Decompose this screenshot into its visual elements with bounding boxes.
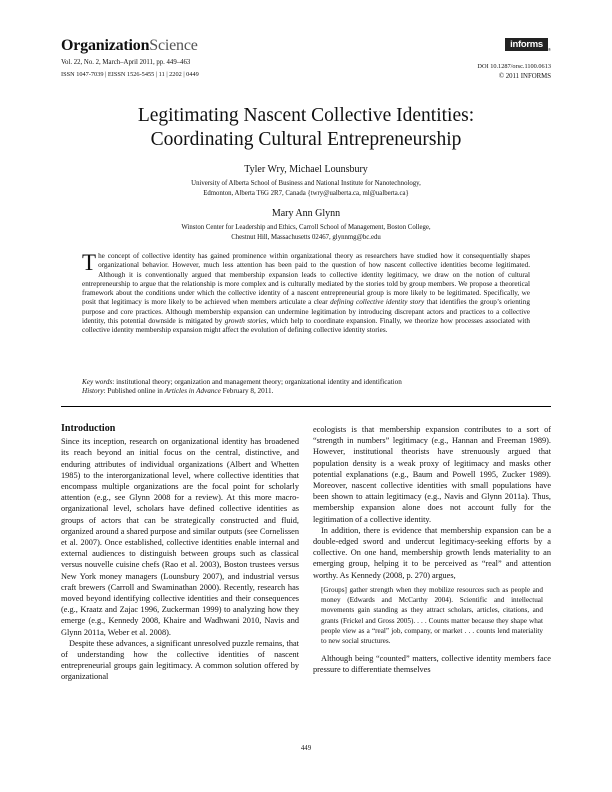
informs-logo: informs (505, 38, 548, 51)
title-line-1: Legitimating Nascent Collective Identities: (137, 105, 475, 126)
paper-title (40, 104, 572, 152)
keywords-line (82, 378, 530, 387)
affiliation-1-line-2: Edmonton, Alberta T6G 2R7, Canada {twry@ualberta.ca, ml@ualberta.ca} (203, 190, 409, 197)
author-names-2: Mary Ann Glynn (271, 208, 341, 219)
abstract-text-2: that identifies the group’s orienting purpose and core practices. Although membership expansion can undermine legitimation by introducing discrepant actors and practices to a collective identity, this potential downside is mitigated by (82, 298, 530, 326)
keywords-text: : institutional theory; organization and management theory; organizational identity and identification (112, 378, 402, 386)
abstract-text-1: he concept of collective identity has gained prominence within organizational theory as researchers have studied how it consequentially shapes organizational behavior. However, much less attention has been paid to the question of how nascent collective identities become legitimated. Although it is conventionally argued that membership expansion leads to collective identity legitimacy, we draw on the notion of cultural entrepreneurship to argue that the relationship is more complex and is culturally mediated by the stories told by group members. We propose a theoretical framework about the conditions under which the collective identity of a nascent entrepreneurial group is more likely to be legitimated. Specifically, we posit that legitimacy is more likely to be achieved when members articulate a clear (82, 252, 530, 307)
right-paragraph-1: ecologists is that membership expansion contributes to a sort of “strength in numbers” legitimacy (e.g., Hannan and Freeman 1989). However, institutional theorists have strenuously argued that population density is a weak proxy of legitimacy and masks other potential explanations (e.g., Baum and Powell 1995, Zucker 1989). Moreover, nascent collective identities with small populations have been shown to attain legitimacy (e.g., Navis and Glynn 2011a). Thus, membership expansion alone does not account fully for the legitimation of a collective identity. (313, 425, 551, 524)
intro-paragraph-1: Since its inception, research on organizational identity has broadened its reach beyond an initial focus on the central, distinctive, and enduring attributes of individual organizations (Albert and Whetten 1985) to the interorganizational level, where collective identities that encompass multiple organizations are the focal point for scholarly attention (e.g., see Glynn 2008 for a review). At this more macro-organizational level, scholars have defined collective identities as groups of actors that can be strategically constructed and fluid, organized around a shared purpose and similar outputs (see Cornelissen et al. 2007). Once established, collective identities enable internal and external audiences to distinguish between groups such as classical versus nouvelle cuisine chefs (Rao et al. 2003), Boston trustees versus New York money managers (Lounsbury 2007), and industrial versus craft brewers (Carroll and Swaminathan 2000). Recently, research has moved beyond identifying collective identities and their consequences (e.g., Kraatz and Zajac 1996, Zuckerman 1999) to analyzing how they emerge (e.g., Kennedy 2008, Khaire and Wadhwani 2010, Navis and Glynn 2011a, Weber et al. 2008). (61, 437, 299, 637)
drop-cap: T (82, 250, 97, 275)
block-quote: [Groups] gather strength when they mobilize resources such as people and money (Edwards and McCarthy 2004). Scientific and intellectual movements gain standing as they attract scholars, articles, citations, and grants (Frickel and Gross 2005). . . . Counts matter because they shape what people view as a “real” job, company, or market . . . counts lend materiality to new social structures. (321, 585, 543, 646)
abstract (82, 252, 530, 336)
affiliation-2-line-1: Winston Center for Leadership and Ethics, Carroll School of Management, Boston College, (181, 224, 431, 231)
section-heading-introduction: Introduction (61, 423, 116, 434)
journal-name (61, 37, 198, 55)
abstract-emphasis-1: defining collective identity story (330, 298, 425, 307)
copyright: © 2011 INFORMS (498, 73, 551, 80)
registered-mark: ® (548, 47, 551, 52)
journal-name-bold: Organization (61, 37, 150, 54)
journal-name-light: Science (149, 37, 198, 54)
affiliation-1-line-1: University of Alberta School of Business and National Institute for Nanotechnology, (191, 180, 421, 187)
right-column (313, 424, 551, 675)
intro-paragraph-2: Despite these advances, a significant unresolved puzzle remains, that of understanding how the collective identities of nascent entrepreneurial groups gain legitimacy. A common solution offered by organizational (61, 638, 299, 682)
abstract-emphasis-2: growth stories (224, 317, 267, 326)
doi: DOI 10.1287/orsc.1100.0613 (477, 63, 551, 70)
history-label: History (82, 387, 104, 396)
history-text-pre: : Published online in (103, 387, 165, 396)
right-paragraph-3: Although being “counted” matters, collective identity members face pressure to differentiate themselves (313, 653, 551, 674)
page-number: 449 (300, 745, 312, 752)
keywords-block (82, 378, 530, 397)
keywords-label: Key words (82, 378, 113, 386)
abstract-text-3: , which help to coordinate expansion. Finally, we theorize how processes associated with collective identity membership expansion might affect the evolution of defining collective identity stories. (82, 317, 531, 335)
history-emphasis: Articles in Advance (164, 387, 221, 396)
history-text-post: February 8, 2011. (220, 387, 274, 396)
author-names-1: Tyler Wry, Michael Lounsbury (244, 164, 368, 175)
title-line-2: Coordinating Cultural Entrepreneurship (150, 129, 462, 150)
volume-info: Vol. 22, No. 2, March–April 2011, pp. 449–463 (61, 59, 191, 66)
section-divider (61, 406, 551, 407)
right-paragraph-2: In addition, there is evidence that membership expansion can be a double-edged sword and undercut legitimacy-seeking efforts by a collective. On one hand, membership growth lends materiality to an emerging group, helping it to be perceived as “real” and attention worthy. As Kennedy (2008, p. 270) argues, (313, 525, 551, 580)
affiliation-2 (40, 223, 572, 243)
history-line (82, 387, 530, 396)
affiliation-2-line-2: Chestnut Hill, Massachusetts 02467, glynnmg@bc.edu (231, 234, 381, 241)
affiliation-1 (40, 179, 572, 199)
left-column (61, 423, 299, 683)
issn-info: ISSN 1047-7039 | EISSN 1526-5455 | 11 | 2202 | 0449 (61, 71, 199, 78)
